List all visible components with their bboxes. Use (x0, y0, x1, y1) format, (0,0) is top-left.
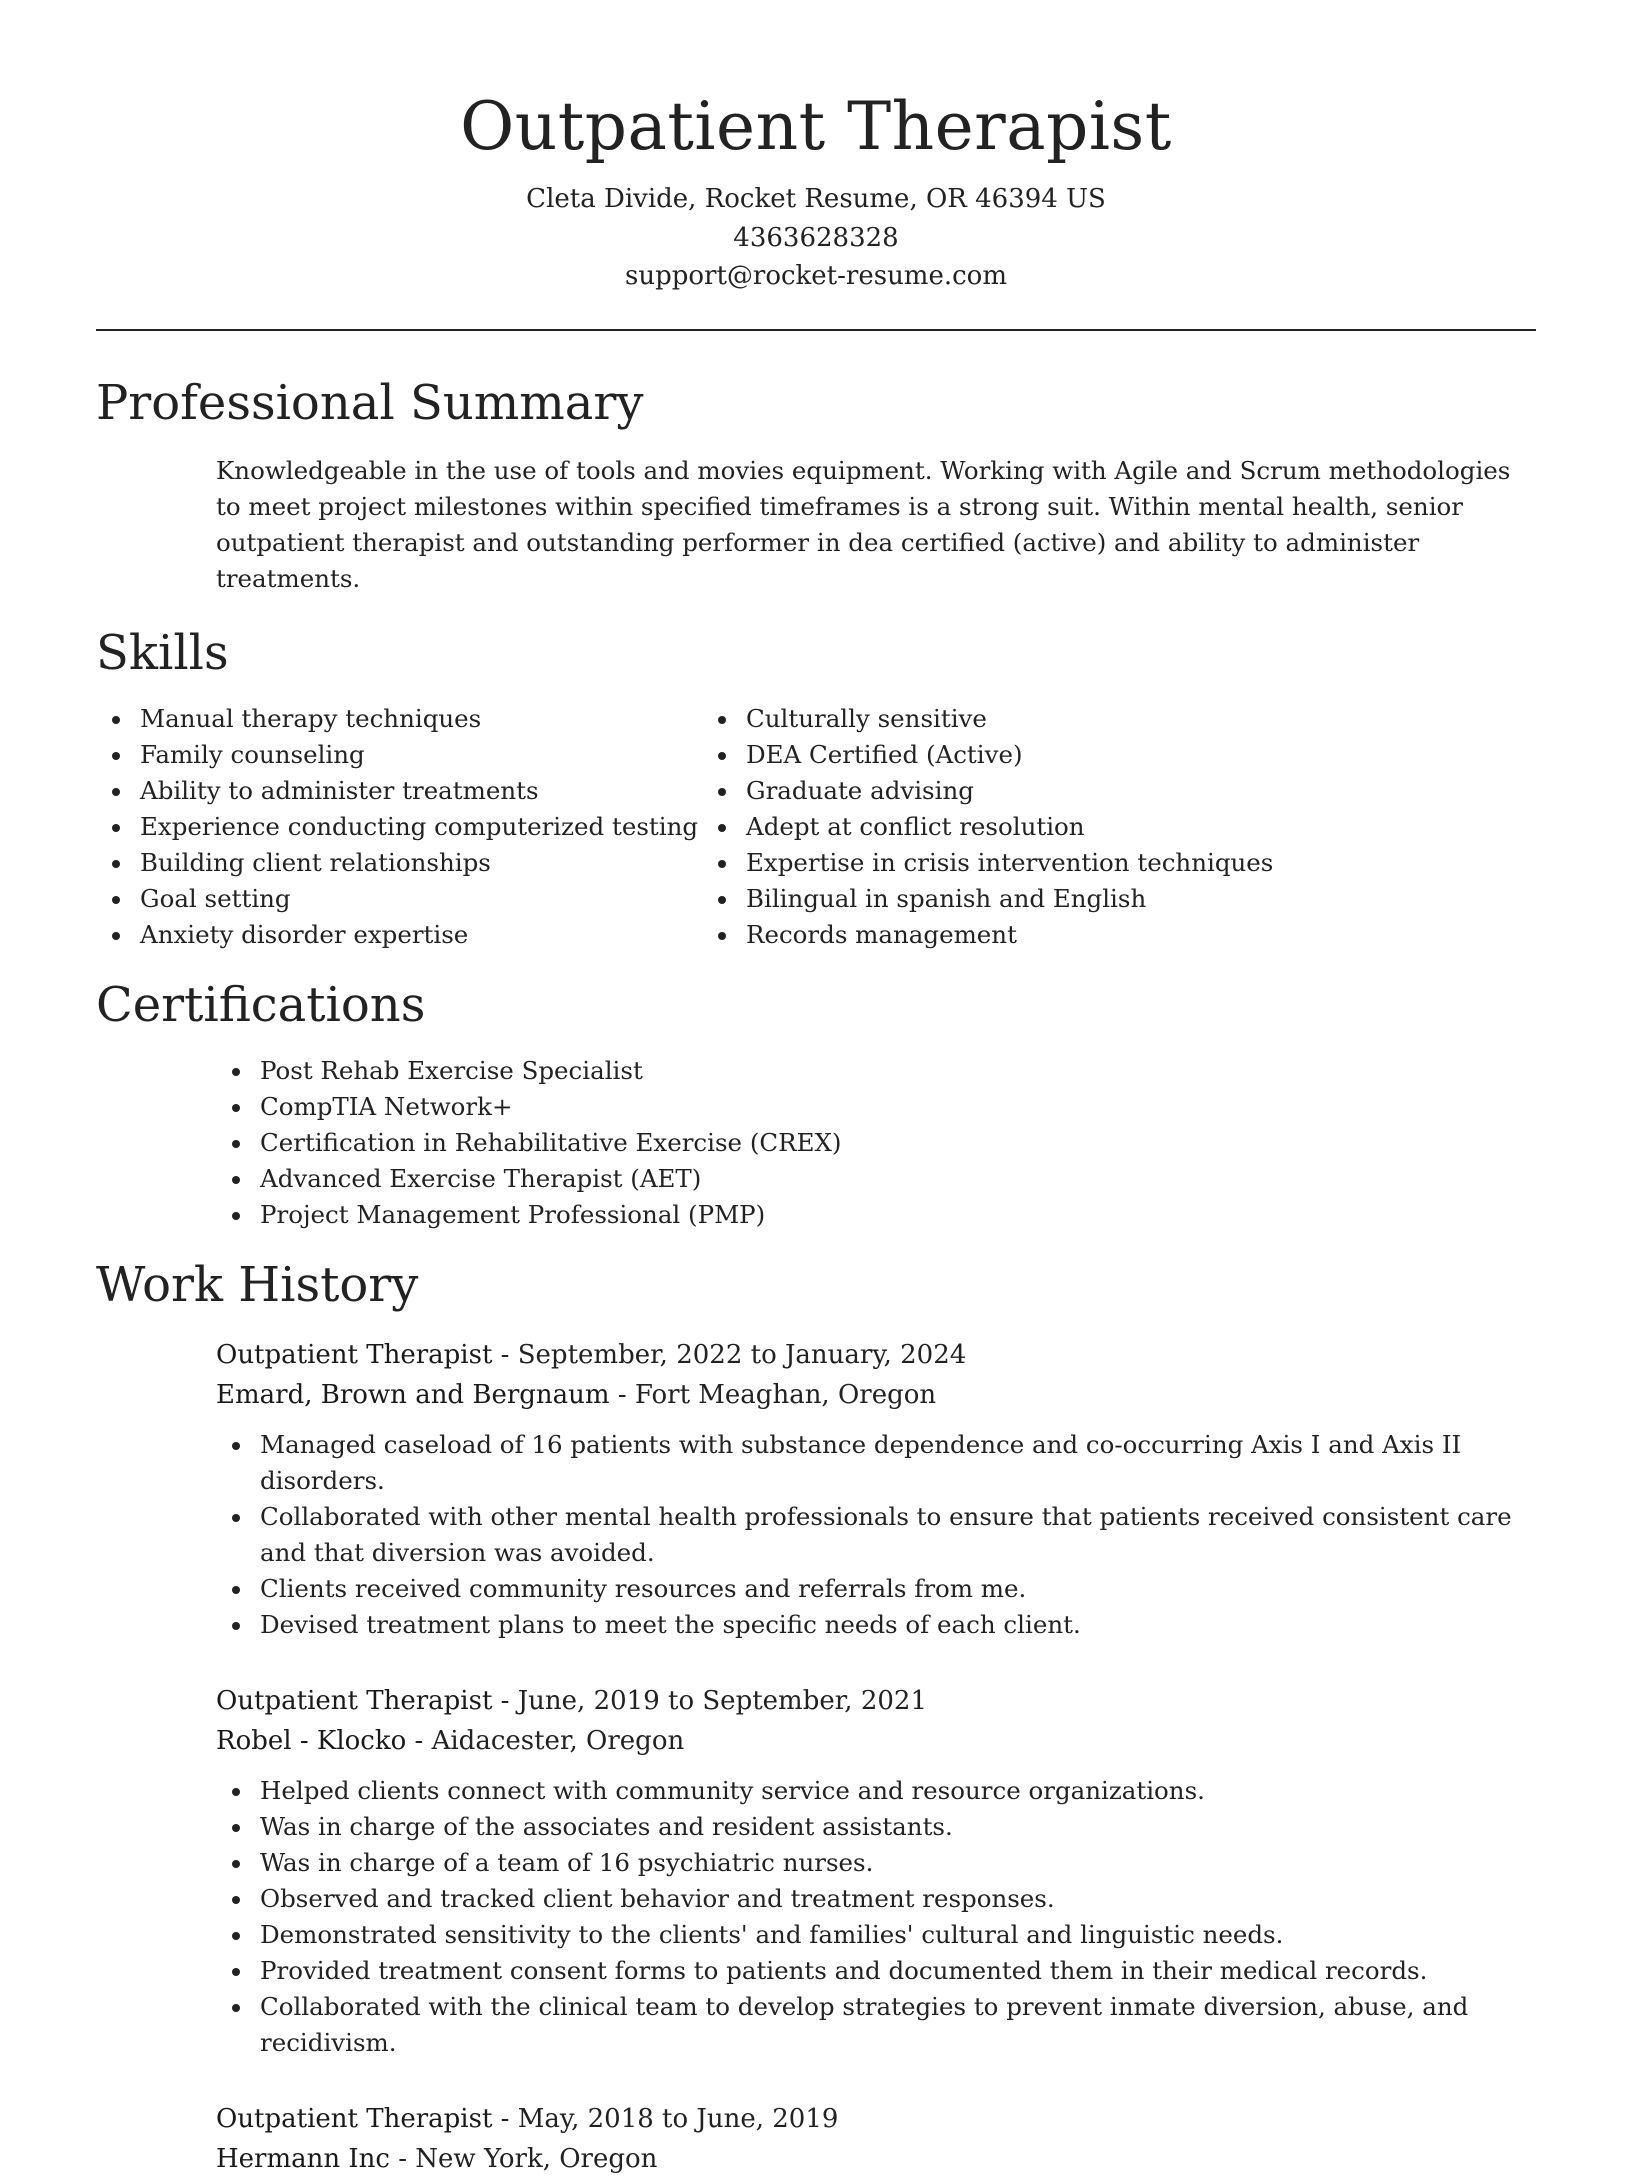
skills-heading: Skills (96, 624, 229, 681)
skill-item: DEA Certified (Active) (702, 737, 1322, 773)
job-duties-list (216, 1773, 1536, 2061)
job-duty: Helped clients connect with community service and resource organizations. (216, 1773, 1536, 1809)
resume-page (96, 0, 1536, 2179)
skill-item: Expertise in crisis intervention techniques (702, 845, 1322, 881)
skill-item: Ability to administer treatments (96, 773, 702, 809)
skill-item: Family counseling (96, 737, 702, 773)
skills-list-left (96, 701, 702, 953)
skill-item: Manual therapy techniques (96, 701, 702, 737)
certification-item: CompTIA Network+ (216, 1089, 1536, 1125)
job-company: Emard, Brown and Bergnaum (216, 1379, 610, 1410)
certification-item: Post Rehab Exercise Specialist (216, 1053, 1536, 1089)
job-title: Outpatient Therapist (216, 1339, 493, 1370)
summary-text: Knowledgeable in the use of tools and movies equipment. Working with Agile and Scrum methodologies to meet project milestones within specified timeframes is a strong suit. Within mental health, senior outpatient therapist and outstanding performer in dea certified (active) and ability to administer treatments. (216, 455, 1511, 593)
job-title: Outpatient Therapist (216, 2103, 493, 2134)
job-dates: - September, 2022 to January, 2024 (492, 1339, 967, 1370)
job-company-line (216, 2139, 1536, 2179)
job-entry (216, 2099, 1536, 2179)
skill-item: Records management (702, 917, 1322, 953)
skill-item: Goal setting (96, 881, 702, 917)
skill-item: Culturally sensitive (702, 701, 1322, 737)
skill-item: Bilingual in spanish and English (702, 881, 1322, 917)
certification-item: Project Management Professional (PMP) (216, 1197, 1536, 1233)
job-title-line (216, 1335, 1536, 1375)
job-title-line (216, 1681, 1536, 1721)
job-duty: Was in charge of the associates and resident assistants. (216, 1809, 1536, 1845)
job-title: Outpatient Therapist (216, 1685, 493, 1716)
job-company-line (216, 1721, 1536, 1761)
certifications-heading: Certifications (96, 976, 426, 1033)
job-dates: - May, 2018 to June, 2019 (492, 2103, 839, 2134)
contact-address: Cleta Divide, Rocket Resume, OR 46394 US (526, 184, 1106, 214)
job-duty: Devised treatment plans to meet the specific needs of each client. (216, 1607, 1536, 1643)
skills-list-right (702, 701, 1322, 953)
contact-email: support@rocket-resume.com (624, 261, 1007, 291)
job-duty: Collaborated with the clinical team to develop strategies to prevent inmate diversion, abuse, and recidivism. (216, 1989, 1536, 2061)
work-history-heading: Work History (96, 1256, 419, 1313)
skill-item: Anxiety disorder expertise (96, 917, 702, 953)
job-duties-list (216, 1427, 1536, 1643)
job-company: Robel - Klocko (216, 1725, 407, 1756)
resume-title: Outpatient Therapist (460, 88, 1172, 165)
job-duty: Was in charge of a team of 16 psychiatric nurses. (216, 1845, 1536, 1881)
header-divider (96, 329, 1536, 331)
skill-item: Graduate advising (702, 773, 1322, 809)
job-company-line (216, 1375, 1536, 1415)
contact-phone: 4363628328 (733, 222, 899, 253)
job-duty: Observed and tracked client behavior and treatment responses. (216, 1881, 1536, 1917)
job-duty: Collaborated with other mental health professionals to ensure that patients received consistent care and that diversion was avoided. (216, 1499, 1536, 1571)
job-duty: Provided treatment consent forms to patients and documented them in their medical records. (216, 1953, 1536, 1989)
summary-heading: Professional Summary (96, 374, 644, 431)
certification-item: Advanced Exercise Therapist (AET) (216, 1161, 1536, 1197)
job-dates: - June, 2019 to September, 2021 (492, 1685, 927, 1716)
contact-block (96, 180, 1536, 296)
skills-columns (96, 701, 1536, 953)
certifications-list (216, 1053, 1536, 1233)
certification-item: Certification in Rehabilitative Exercise (CREX) (216, 1125, 1536, 1161)
job-entry (216, 1335, 1536, 1643)
job-entry (216, 1681, 1536, 2061)
job-duty: Managed caseload of 16 patients with substance dependence and co-occurring Axis I and Axis II disorders. (216, 1427, 1536, 1499)
job-title-line (216, 2099, 1536, 2139)
job-location: - New York, Oregon (389, 2143, 658, 2174)
skill-item: Building client relationships (96, 845, 702, 881)
job-company: Hermann Inc (216, 2143, 390, 2174)
job-location: - Fort Meaghan, Oregon (609, 1379, 937, 1410)
skill-item: Experience conducting computerized testing (96, 809, 702, 845)
skill-item: Adept at conflict resolution (702, 809, 1322, 845)
job-duty: Clients received community resources and referrals from me. (216, 1571, 1536, 1607)
job-duty: Demonstrated sensitivity to the clients' and families' cultural and linguistic needs. (216, 1917, 1536, 1953)
job-location: - Aidacester, Oregon (406, 1725, 685, 1756)
